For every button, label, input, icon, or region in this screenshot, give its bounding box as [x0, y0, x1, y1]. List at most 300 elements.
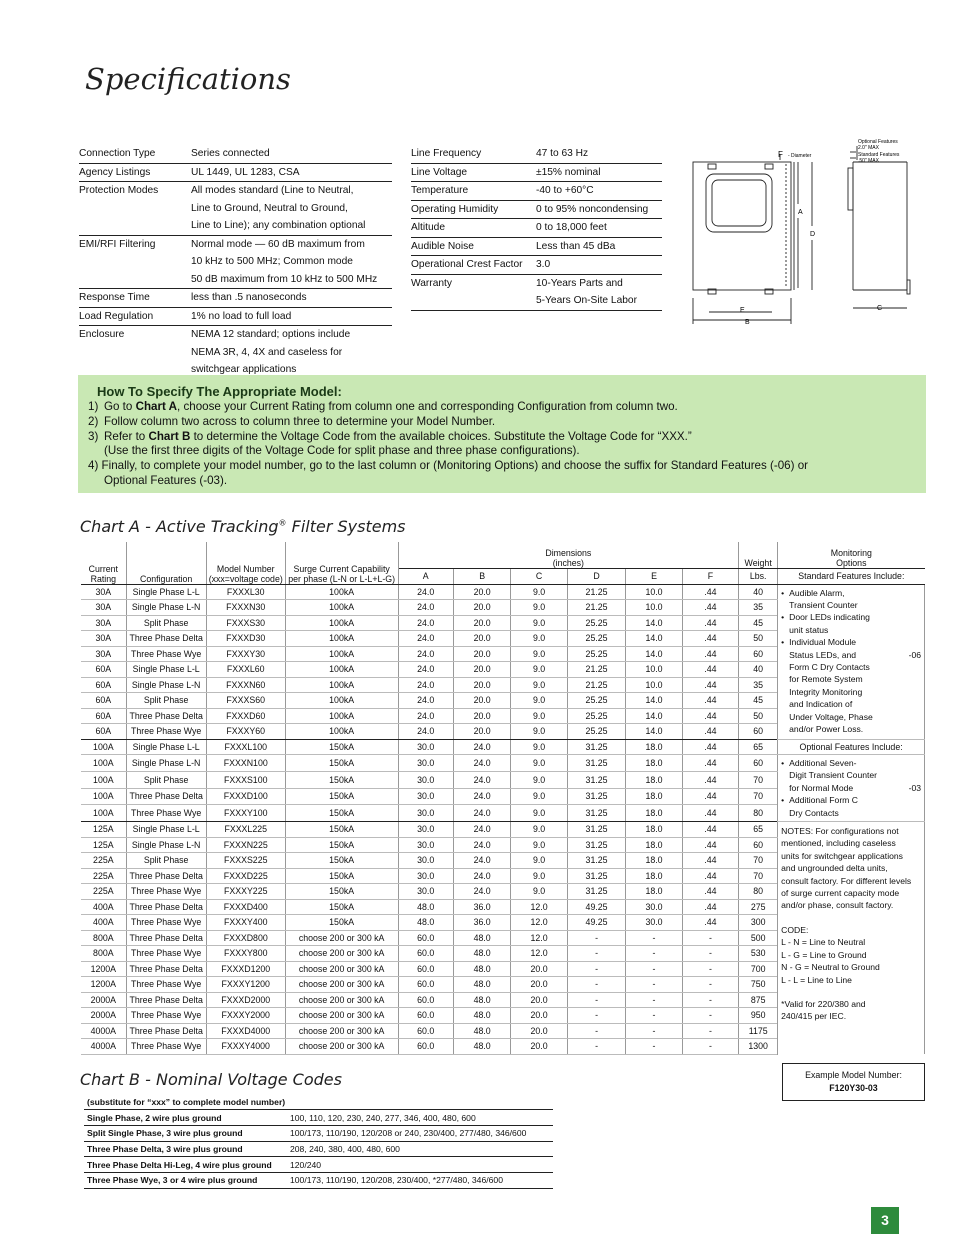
table-cell: 100A [81, 771, 126, 788]
table-cell: 18.0 [626, 771, 682, 788]
table-cell: 300 [739, 915, 778, 931]
table-cell: 60.0 [398, 1008, 453, 1024]
step-number: 3) [88, 429, 99, 443]
table-cell: .44 [682, 708, 738, 724]
table-cell: .44 [682, 771, 738, 788]
table-cell: - [626, 930, 682, 946]
note-line: NOTES: For configurations not [781, 826, 899, 837]
table-cell: Single Phase L-N [126, 600, 206, 616]
table-cell: 9.0 [511, 662, 567, 678]
col-dim-d: D [567, 568, 625, 584]
table-cell: 9.0 [511, 584, 567, 600]
table-cell: 875 [739, 992, 778, 1008]
code-head: CODE: [781, 924, 809, 935]
table-cell: 24.0 [398, 646, 453, 662]
voltage-code-config: Single Phase, 2 wire plus ground [84, 1110, 287, 1126]
table-cell: 9.0 [511, 600, 567, 616]
col-dimensions: Dimensions (inches) [398, 542, 739, 568]
how-to-steps [88, 400, 916, 444]
spec-mid-key: Temperature [411, 182, 536, 201]
table-cell: 25.25 [567, 693, 625, 709]
table-cell: 31.25 [567, 822, 625, 838]
table-cell: 10.0 [626, 600, 682, 616]
std-text: Integrity Monitoring [789, 686, 863, 697]
table-cell: 20.0 [511, 961, 567, 977]
table-cell: 20.0 [453, 631, 510, 647]
table-cell: 60A [81, 662, 126, 678]
bullet [781, 769, 789, 781]
std-line [781, 599, 921, 611]
spec-mid-value: 5-Years On-Site Labor [536, 292, 662, 310]
voltage-code-config: Three Phase Wye, 3 or 4 wire plus ground [84, 1172, 287, 1188]
how-to-step4: 4) Finally, to complete your model number, go to the last column or (Monitoring Options) and choose the suffix for Standard Features (-06) or [88, 459, 809, 473]
spec-mid-key: Operating Humidity [411, 200, 536, 219]
table-cell: 125A [81, 822, 126, 838]
chart-a-title-text: Chart A - Active Tracking [80, 517, 279, 536]
table-cell: 48.0 [398, 899, 453, 915]
table-cell: 9.0 [511, 771, 567, 788]
table-cell: 60A [81, 693, 126, 709]
diagram-opt-max: 2.0" MAX [858, 145, 879, 151]
table-cell: - [626, 992, 682, 1008]
table-cell: 20.0 [511, 1008, 567, 1024]
col-dim-c: C [511, 568, 567, 584]
voltage-code-row [84, 1172, 553, 1188]
spec-mid-row [411, 237, 662, 256]
spec-left-value: NEMA 12 standard; options include [191, 329, 351, 340]
chart-a-title [80, 517, 406, 536]
code-line: N - G = Neutral to Ground [781, 962, 880, 973]
step-bold: Chart B [148, 429, 191, 443]
table-cell: 24.0 [398, 631, 453, 647]
table-cell: FXXXL100 [206, 739, 285, 755]
bullet [781, 711, 789, 723]
table-cell: 24.0 [453, 837, 510, 853]
valid-note: 240/415 per IEC. [781, 1011, 847, 1022]
table-cell: 14.0 [626, 724, 682, 740]
table-cell: Three Phase Delta [126, 992, 206, 1008]
std-text: and Indication of [789, 699, 853, 710]
table-cell: 225A [81, 868, 126, 884]
table-cell: FXXXN100 [206, 755, 285, 772]
table-cell: - [682, 1008, 738, 1024]
table-cell: 225A [81, 853, 126, 869]
table-cell: 100kA [285, 677, 398, 693]
bullet [781, 649, 789, 661]
spec-left-value: UL 1449, UL 1283, CSA [191, 163, 392, 182]
col-monitoring: Monitoring Options [778, 542, 925, 568]
spec-mid-row [411, 145, 662, 163]
spec-left-key [79, 200, 191, 218]
how-to-step4-cont: Optional Features (-03). [104, 473, 228, 487]
spec-left-row [79, 253, 392, 271]
table-cell: 48.0 [453, 1023, 510, 1039]
table-cell: 2000A [81, 1008, 126, 1024]
step-number: 1) [88, 400, 99, 413]
table-cell: 14.0 [626, 708, 682, 724]
table-cell: 24.0 [453, 739, 510, 755]
table-cell: FXXXD2000 [206, 992, 285, 1008]
table-cell: 150kA [285, 853, 398, 869]
table-cell: 18.0 [626, 884, 682, 900]
table-cell: 60 [739, 755, 778, 772]
table-cell: - [567, 946, 625, 962]
spec-left-row [79, 271, 392, 289]
table-cell: Single Phase L-N [126, 677, 206, 693]
std-line [781, 587, 921, 599]
table-cell: 60.0 [398, 1039, 453, 1055]
table-cell: 48.0 [398, 915, 453, 931]
spec-mid-key: Line Frequency [411, 145, 536, 163]
chart-b-subtitle: (substitute for “xxx” to complete model number) [84, 1094, 553, 1110]
table-cell: 60.0 [398, 930, 453, 946]
table-cell: 100kA [285, 600, 398, 616]
std-line [781, 686, 921, 698]
table-cell: FXXXY60 [206, 724, 285, 740]
table-cell: choose 200 or 300 kA [285, 946, 398, 962]
spec-left-key: Load Regulation [79, 307, 191, 326]
table-cell: 9.0 [511, 755, 567, 772]
chart-b-subtitle-row [84, 1094, 553, 1110]
table-cell: 100A [81, 739, 126, 755]
table-cell: 100kA [285, 631, 398, 647]
table-cell: .44 [682, 884, 738, 900]
table-cell: 60A [81, 677, 126, 693]
spec-left-value: 1% no load to full load [191, 307, 392, 326]
std-line [781, 611, 921, 623]
opt-text: Digit Transient Counter [789, 770, 878, 781]
table-cell: .44 [682, 584, 738, 600]
table-cell: FXXXY800 [206, 946, 285, 962]
spec-mid-key: Operational Crest Factor [411, 256, 536, 275]
table-cell: - [682, 930, 738, 946]
table-cell: 48.0 [453, 1039, 510, 1055]
col-dim-e: E [626, 568, 682, 584]
std-text: unit status [789, 624, 829, 635]
table-cell: 9.0 [511, 677, 567, 693]
table-cell: 65 [739, 739, 778, 755]
table-cell: 30.0 [398, 837, 453, 853]
std-line [781, 673, 921, 685]
chart-a-title-suffix: Filter Systems [286, 517, 406, 536]
table-cell: 30.0 [626, 915, 682, 931]
table-cell: 100A [81, 805, 126, 822]
table-cell: 35 [739, 677, 778, 693]
table-cell: 25.25 [567, 631, 625, 647]
spec-mid-value: Less than 45 dBa [536, 237, 662, 256]
table-cell: 20.0 [453, 584, 510, 600]
table-cell: 60A [81, 724, 126, 740]
std-suffix: -06 [908, 649, 921, 660]
table-cell: 24.0 [453, 805, 510, 822]
spec-left-row [79, 344, 392, 362]
table-cell: FXXXY2000 [206, 1008, 285, 1024]
table-cell: 31.25 [567, 837, 625, 853]
opt-line [781, 782, 921, 794]
table-cell: 100kA [285, 724, 398, 740]
table-cell: FXXXN225 [206, 837, 285, 853]
std-line [781, 624, 921, 636]
table-cell: 14.0 [626, 615, 682, 631]
table-cell: FXXXD800 [206, 930, 285, 946]
table-cell: Three Phase Wye [126, 884, 206, 900]
table-cell: choose 200 or 300 kA [285, 977, 398, 993]
table-cell: 150kA [285, 739, 398, 755]
bullet [781, 624, 789, 636]
table-cell: 30.0 [398, 822, 453, 838]
table-cell: 20.0 [453, 693, 510, 709]
std-text: Individual Module [789, 637, 857, 648]
table-cell: 30.0 [626, 899, 682, 915]
bullet [781, 599, 789, 611]
spec-left-key [79, 253, 191, 271]
spec-left-key: Connection Type [79, 145, 191, 163]
bullet: • [781, 587, 785, 598]
table-cell: - [567, 1008, 625, 1024]
chart-b-title: Chart B - Nominal Voltage Codes [80, 1070, 342, 1089]
spec-left-value: 50 dB maximum from 10 kHz to 500 MHz [191, 271, 392, 289]
table-cell: 100A [81, 755, 126, 772]
table-cell: 24.0 [398, 615, 453, 631]
bullet [781, 723, 789, 735]
step-number: 2) [88, 414, 99, 428]
opt-line [781, 769, 921, 781]
spec-mid-row [411, 182, 662, 201]
table-cell: 100kA [285, 584, 398, 600]
spec-left-value: 10 kHz to 500 MHz; Common mode [191, 256, 353, 267]
table-cell: 31.25 [567, 788, 625, 805]
table-cell: FXXXL60 [206, 662, 285, 678]
table-cell: Three Phase Delta [126, 1023, 206, 1039]
table-row [81, 739, 925, 755]
table-cell: - [626, 961, 682, 977]
opt-suffix: -03 [908, 782, 921, 793]
spec-mid-key: Line Voltage [411, 163, 536, 182]
opt-line [781, 794, 921, 806]
example-label: Example Model Number: [805, 1070, 902, 1080]
table-cell: Single Phase L-N [126, 837, 206, 853]
table-cell: 150kA [285, 884, 398, 900]
table-cell: FXXXY30 [206, 646, 285, 662]
table-cell: 500 [739, 930, 778, 946]
table-cell: 150kA [285, 899, 398, 915]
spec-left-row [79, 182, 392, 200]
table-cell: 24.0 [453, 822, 510, 838]
col-surge-capability: Surge Current Capability per phase (L-N or L-L+L-G) [285, 542, 398, 584]
how-to-step [88, 400, 916, 415]
table-cell: 9.0 [511, 631, 567, 647]
table-cell: 9.0 [511, 708, 567, 724]
table-cell: 49.25 [567, 915, 625, 931]
valid-note: *Valid for 220/380 and [781, 998, 866, 1009]
diagram-label-f-sub: - Diameter [788, 153, 812, 159]
table-cell: 9.0 [511, 805, 567, 822]
table-cell: 48.0 [453, 930, 510, 946]
table-row [81, 755, 925, 772]
code-line: L - G = Line to Ground [781, 949, 867, 960]
voltage-code-row [84, 1125, 553, 1141]
table-cell: Three Phase Delta [126, 631, 206, 647]
table-cell: 65 [739, 822, 778, 838]
std-line [781, 649, 921, 661]
table-cell: FXXXY400 [206, 915, 285, 931]
opt-line [781, 757, 921, 769]
voltage-code-row [84, 1141, 553, 1157]
table-cell: FXXXS30 [206, 615, 285, 631]
table-cell: Split Phase [126, 615, 206, 631]
table-cell: 1200A [81, 977, 126, 993]
table-cell: - [626, 1008, 682, 1024]
table-cell: choose 200 or 300 kA [285, 1023, 398, 1039]
table-cell: 25.25 [567, 615, 625, 631]
table-cell: 60.0 [398, 1023, 453, 1039]
table-cell: 150kA [285, 771, 398, 788]
spec-left-row [79, 326, 392, 344]
page-number: 3 [871, 1207, 899, 1234]
table-cell: 225A [81, 884, 126, 900]
table-cell: 31.25 [567, 771, 625, 788]
table-cell: choose 200 or 300 kA [285, 961, 398, 977]
spec-left-value: Line to Ground, Neutral to Ground, [191, 202, 348, 214]
table-cell: 30.0 [398, 771, 453, 788]
std-text: for Remote System [789, 674, 863, 685]
table-cell: .44 [682, 677, 738, 693]
table-cell: .44 [682, 755, 738, 772]
spec-mid-value: 0 to 95% noncondensing [536, 200, 662, 219]
table-cell: 18.0 [626, 853, 682, 869]
table-cell: 21.25 [567, 600, 625, 616]
spec-left-row [79, 217, 392, 235]
table-cell: FXXXD100 [206, 788, 285, 805]
opt-text: for Normal Mode [789, 782, 854, 793]
table-cell: Single Phase L-L [126, 662, 206, 678]
table-cell: 1200A [81, 961, 126, 977]
table-cell: 800A [81, 946, 126, 962]
table-cell: - [567, 1023, 625, 1039]
spec-mid-key: Altitude [411, 219, 536, 238]
table-cell: 150kA [285, 837, 398, 853]
table-cell: Three Phase Wye [126, 946, 206, 962]
table-cell: 45 [739, 615, 778, 631]
spec-left-row [79, 289, 392, 308]
table-cell: 9.0 [511, 837, 567, 853]
std-text: and/or Power Loss. [789, 723, 864, 734]
table-cell: FXXXY225 [206, 884, 285, 900]
table-cell: Three Phase Wye [126, 915, 206, 931]
table-row [81, 822, 925, 838]
spec-left-value: less than .5 nanoseconds [191, 289, 392, 308]
spacer [781, 986, 921, 998]
table-cell: 150kA [285, 805, 398, 822]
spec-left-key [79, 271, 191, 289]
table-cell: 400A [81, 915, 126, 931]
table-cell: 100kA [285, 662, 398, 678]
table-cell: FXXXL30 [206, 584, 285, 600]
voltage-code-values: 100, 110, 120, 230, 240, 277, 346, 400, 480, 600 [287, 1110, 553, 1126]
table-cell: .44 [682, 600, 738, 616]
diagram-label-b: B [745, 319, 750, 326]
how-to-step [88, 415, 916, 430]
table-cell: 150kA [285, 915, 398, 931]
diagram-label-e: E [740, 307, 745, 314]
table-cell: 530 [739, 946, 778, 962]
spec-mid-row [411, 274, 662, 292]
table-cell: 20.0 [453, 600, 510, 616]
voltage-code-row [84, 1110, 553, 1126]
col-dim-b: B [453, 568, 510, 584]
optional-features-head: Optional Features Include: [778, 739, 925, 755]
std-line [781, 661, 921, 673]
table-cell: 150kA [285, 755, 398, 772]
spec-left-key: Enclosure [79, 329, 125, 340]
spec-left-row [79, 235, 392, 253]
table-cell: 18.0 [626, 788, 682, 805]
table-cell: 80 [739, 805, 778, 822]
table-cell: 20.0 [453, 615, 510, 631]
table-cell: 49.25 [567, 899, 625, 915]
table-cell: .44 [682, 615, 738, 631]
table-cell: 30A [81, 584, 126, 600]
table-cell: 60.0 [398, 992, 453, 1008]
table-cell: FXXXS225 [206, 853, 285, 869]
optional-features-cell [778, 755, 925, 822]
table-cell: 20.0 [511, 1023, 567, 1039]
table-cell: 14.0 [626, 631, 682, 647]
voltage-code-values: 100/173, 110/190, 120/208, 230/400, *277/480, 346/600 [287, 1172, 553, 1188]
std-line [781, 698, 921, 710]
spec-table-middle [411, 145, 662, 311]
table-cell: - [567, 977, 625, 993]
table-cell: 24.0 [398, 708, 453, 724]
table-cell: 80 [739, 884, 778, 900]
table-cell: 9.0 [511, 822, 567, 838]
table-cell: 30.0 [398, 868, 453, 884]
table-cell: 60 [739, 724, 778, 740]
enclosure-diagram [690, 138, 920, 328]
chart-b-table [84, 1094, 553, 1189]
table-cell: 60A [81, 708, 126, 724]
spec-mid-value: 0 to 18,000 feet [536, 219, 662, 238]
table-cell: 18.0 [626, 755, 682, 772]
bullet: • [781, 612, 785, 623]
table-cell: 14.0 [626, 693, 682, 709]
table-cell: 20.0 [511, 977, 567, 993]
table-cell: 9.0 [511, 724, 567, 740]
table-cell: 48.0 [453, 961, 510, 977]
diagram-opt-features: Optional Features [858, 139, 898, 145]
chart-a-table [81, 542, 925, 1055]
table-cell: - [626, 946, 682, 962]
table-cell: 60.0 [398, 961, 453, 977]
table-cell: 1300 [739, 1039, 778, 1055]
table-cell: 70 [739, 853, 778, 869]
table-cell: 100kA [285, 693, 398, 709]
voltage-code-values: 208, 240, 380, 400, 480, 600 [287, 1141, 553, 1157]
table-cell: 25.25 [567, 646, 625, 662]
how-to-specify-box [78, 375, 926, 493]
table-cell: 30A [81, 631, 126, 647]
table-cell: 9.0 [511, 884, 567, 900]
spec-left-key: EMI/RFI Filtering [79, 238, 156, 250]
table-cell: 20.0 [511, 992, 567, 1008]
table-cell: FXXXD4000 [206, 1023, 285, 1039]
code-line: L - L = Line to Line [781, 974, 852, 985]
col-weight: Weight [739, 542, 778, 568]
spec-left-value: All modes standard (Line to Neutral, [191, 185, 354, 196]
table-cell: 40 [739, 662, 778, 678]
table-cell: 150kA [285, 788, 398, 805]
how-to-step [88, 430, 916, 445]
